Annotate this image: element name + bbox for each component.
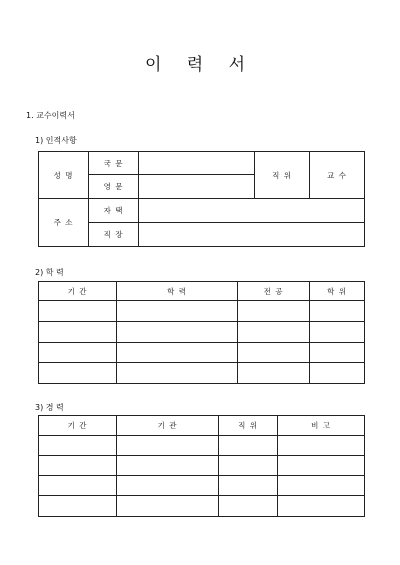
document-title: 이 력 서 <box>144 55 256 75</box>
table-cell[interactable] <box>117 476 219 496</box>
table-cell[interactable] <box>39 436 117 456</box>
table-cell[interactable] <box>238 301 310 322</box>
korean-name-label: 국 문 <box>89 152 139 175</box>
table-cell[interactable] <box>310 363 365 384</box>
home-address-label: 자 택 <box>89 199 139 223</box>
personal-info-table <box>38 151 365 247</box>
table-cell[interactable] <box>238 343 310 363</box>
position-value: 교 수 <box>310 152 365 199</box>
column-header: 학 위 <box>310 282 365 301</box>
table-cell[interactable] <box>117 343 238 363</box>
table-cell[interactable] <box>310 301 365 322</box>
table-cell[interactable] <box>238 322 310 343</box>
table-cell[interactable] <box>278 476 365 496</box>
table-row <box>39 476 365 496</box>
table-cell[interactable] <box>39 322 117 343</box>
column-header: 기 간 <box>39 416 117 436</box>
column-header: 비 고 <box>278 416 365 436</box>
education-heading: 2) 학 력 <box>35 268 64 277</box>
table-cell[interactable] <box>278 436 365 456</box>
table-row <box>39 363 365 384</box>
column-header: 전 공 <box>238 282 310 301</box>
home-address-field[interactable] <box>139 199 365 223</box>
column-header: 기 간 <box>39 282 117 301</box>
table-cell[interactable] <box>117 456 219 476</box>
table-row <box>39 322 365 343</box>
table-cell[interactable] <box>117 301 238 322</box>
table-row <box>39 343 365 363</box>
table-cell[interactable] <box>278 456 365 476</box>
personal-info-heading: 1) 인적사항 <box>35 136 77 145</box>
english-name-field[interactable] <box>139 175 255 199</box>
column-header: 기 관 <box>117 416 219 436</box>
address-label: 주 소 <box>39 199 89 247</box>
table-cell[interactable] <box>39 363 117 384</box>
work-address-label: 직 장 <box>89 223 139 247</box>
table-cell[interactable] <box>39 343 117 363</box>
column-header: 직 위 <box>219 416 278 436</box>
table-cell[interactable] <box>39 301 117 322</box>
career-table <box>38 415 365 517</box>
work-address-field[interactable] <box>139 223 365 247</box>
table-cell[interactable] <box>238 363 310 384</box>
education-table <box>38 281 365 384</box>
table-cell[interactable] <box>39 476 117 496</box>
column-header: 학 력 <box>117 282 238 301</box>
career-heading: 3) 경 력 <box>35 403 64 412</box>
table-cell[interactable] <box>278 496 365 517</box>
table-cell[interactable] <box>117 436 219 456</box>
table-row <box>39 456 365 476</box>
section-heading: 1. 교수이력서 <box>26 111 75 120</box>
table-cell[interactable] <box>117 496 219 517</box>
table-cell[interactable] <box>39 456 117 476</box>
table-cell[interactable] <box>310 343 365 363</box>
table-row <box>39 301 365 322</box>
korean-name-field[interactable] <box>139 152 255 175</box>
table-cell[interactable] <box>219 496 278 517</box>
table-row <box>39 436 365 456</box>
table-cell[interactable] <box>117 322 238 343</box>
table-cell[interactable] <box>219 476 278 496</box>
position-label: 직 위 <box>255 152 310 199</box>
name-label: 성 명 <box>39 152 89 199</box>
table-row <box>39 496 365 517</box>
table-cell[interactable] <box>39 496 117 517</box>
table-cell[interactable] <box>219 456 278 476</box>
table-cell[interactable] <box>219 436 278 456</box>
table-cell[interactable] <box>117 363 238 384</box>
table-cell[interactable] <box>310 322 365 343</box>
english-name-label: 영 문 <box>89 175 139 199</box>
